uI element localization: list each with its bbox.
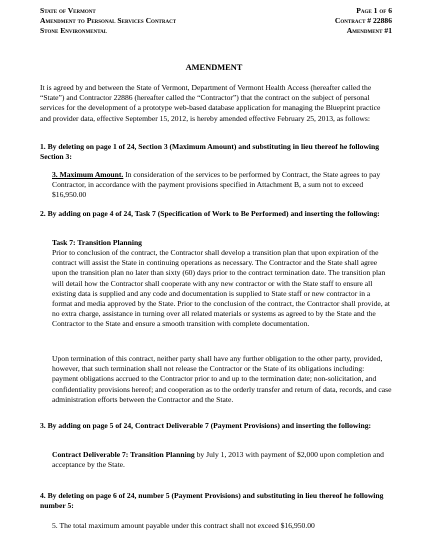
header-contractor: Stone Environmental	[40, 26, 108, 35]
section-4-heading: 4. By deleting on page 6 of 24, number 5 (Payment Provisions) and substituting in lieu thereof he following number 5:	[40, 491, 384, 511]
section-4-body: 5. The total maximum amount payable under this contract shall not exceed $16,950.00	[52, 521, 315, 530]
maximum-amount-label: 3. Maximum Amount.	[52, 170, 124, 179]
task-7-paragraph-1: Prior to conclusion of the contract, the Contractor shall develop a transition plan that upon expiration of the contract will assist the State in continuing operations as necessary. The Contractor and the State shall agree upon the transition plan no later than sixty (60) days prior to the contract termination date. The transition plan will detail how the Contractor shall cooperate with any new contractor or with the State staff to ensure all existing data is supplied and any code and documentation is supplied to State staff or new contractor in a format and media approved by the State. Prior to the conclusion of the contract, the Contractor shall provide, at no extra charge, assistance in turning over all related materials or systems as agreed to by the State and the Contractor to the State and ensure a smooth transition with complete documentation.	[52, 248, 391, 329]
maximum-amount-value: $16,950.00	[52, 190, 87, 200]
header-left	[40, 6, 280, 36]
header-right	[252, 6, 392, 36]
header-contract-type: Amendment to Personal Services Contract	[40, 16, 177, 25]
section-1-heading: 1. By deleting on page 1 of 24, Section 3 (Maximum Amount) and substituting in lieu thereof he following Section 3:	[40, 142, 380, 162]
header-amendment-number: Amendment #1	[346, 26, 392, 35]
header-contract-number: Contract # 22886	[334, 16, 392, 25]
header-state: State of Vermont	[40, 6, 96, 15]
header-page-number: Page 1 of 6	[356, 6, 392, 15]
task-7-title: Task 7: Transition Planning	[52, 238, 142, 247]
section-2-heading: 2. By adding on page 4 of 24, Task 7 (Specification of Work to Be Performed) and inserting the following:	[40, 209, 380, 218]
deliverable-7-text: by July 1, 2013 with payment of $2,000 upon completion and acceptance by the State.	[52, 450, 384, 470]
maximum-amount-text: In consideration of the services to be performed by Contract, the State agrees to pay Contractor, in accordance with the payment provisions specified in Attachment B, a sum not to exceed	[52, 170, 381, 190]
page-title: AMENDMENT	[185, 63, 243, 72]
section-3-body	[52, 450, 392, 470]
deliverable-7-label: Contract Deliverable 7: Transition Planning	[52, 450, 195, 459]
task-7-paragraph-2: Upon termination of this contract, neither party shall have any further obligation to the other party, provided, however, that such termination shall not release the Contractor or the State of its obligations including: payment obligations accrued to the Contractor prior to and up to the termination date; non-solicitation, and confidentiality provisions hereof; and cooperation as to the orderly transfer and return of data, records, and case administration efforts between the Contractor and the State.	[52, 354, 392, 404]
intro-paragraph: It is agreed by and between the State of Vermont, Department of Vermont Health Access (hereafter called the “State”) and Contractor 22886 (hereafter called the “Contractor”) that the contract on the subject of personal services for the development of a prototype web-based database application for managing the Blueprint practice and provider data, effective September 15, 2012, is hereby amended effective February 25, 2013, as follows:	[40, 83, 381, 123]
section-3-heading: 3. By adding on page 5 of 24, Contract Deliverable 7 (Payment Provisions) and inserting the following:	[40, 421, 372, 430]
section-1-body	[52, 170, 392, 201]
